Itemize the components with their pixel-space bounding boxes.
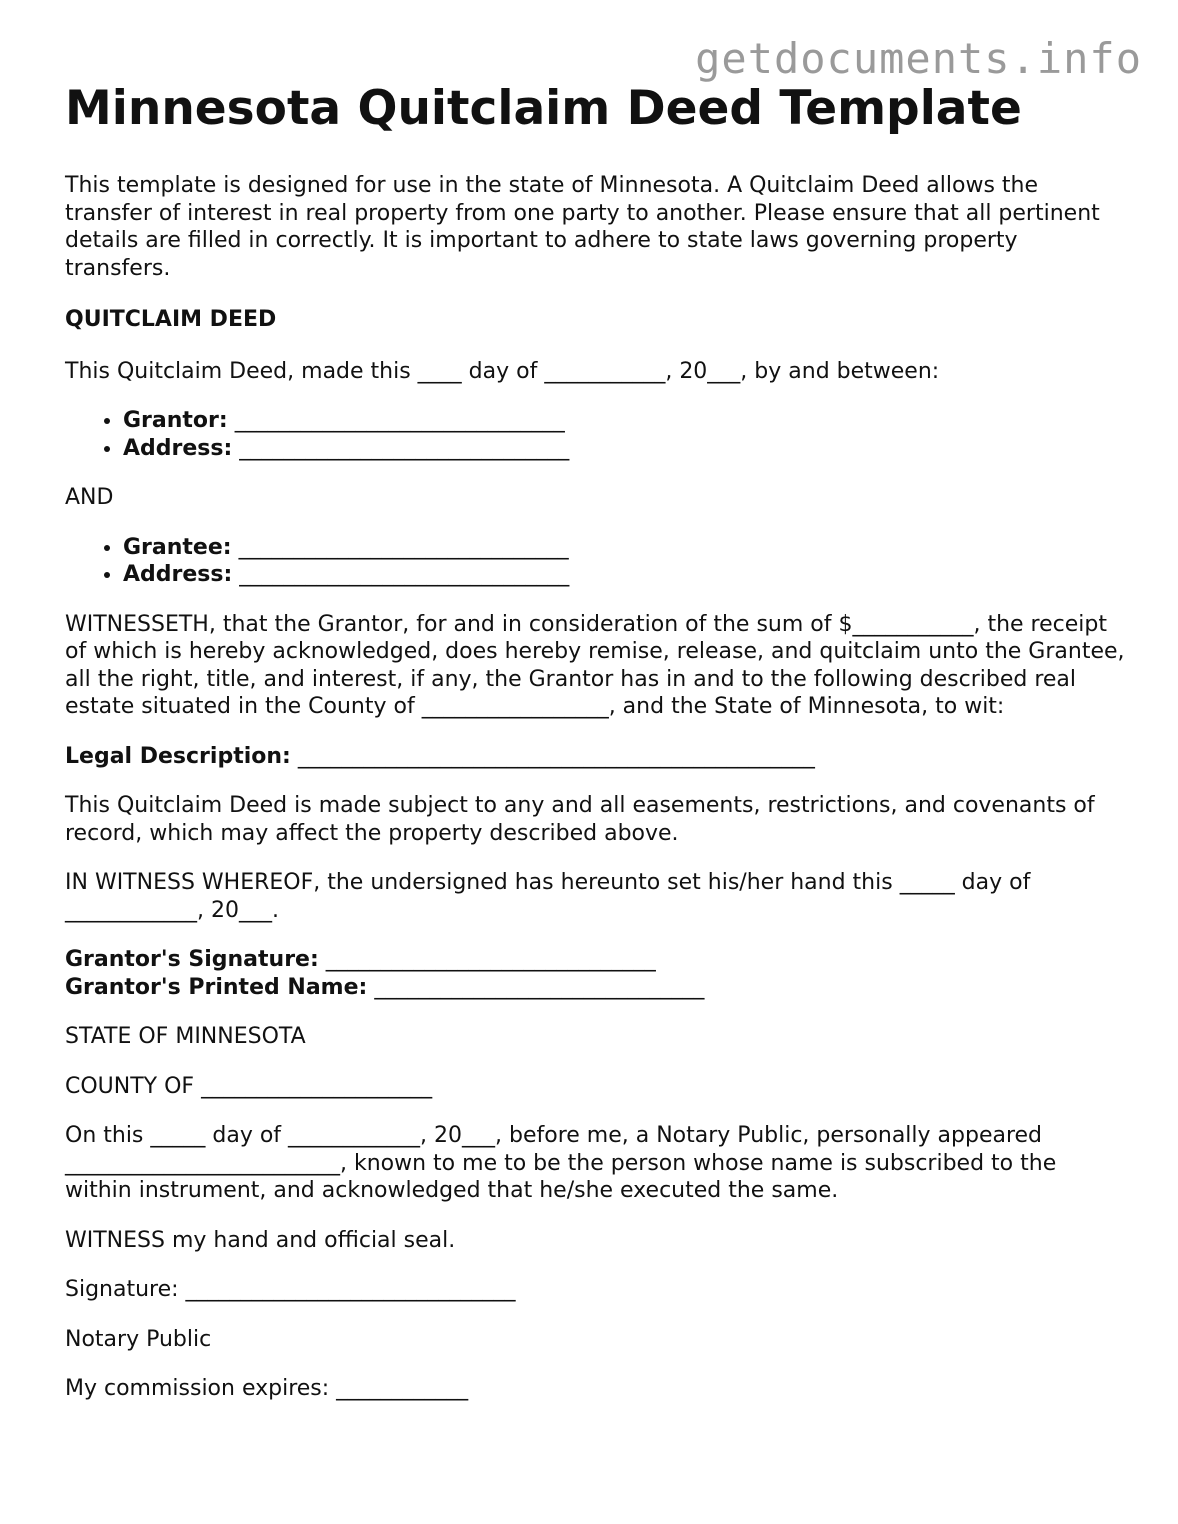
grantee-address-item	[123, 561, 1125, 589]
grantor-label: Grantor:	[123, 408, 228, 434]
subject-to-paragraph: This Quitclaim Deed is made subject to any and all easements, restrictions, and covenants of record, which may affect the property described above.	[65, 793, 1095, 846]
legal-description-label: Legal Description:	[65, 743, 291, 769]
grantee-label: Grantee:	[123, 534, 232, 560]
document-page	[65, 82, 1125, 1425]
made-this-paragraph: This Quitclaim Deed, made this ____ day of ___________, 20___, by and between:	[65, 358, 940, 384]
grantor-signature-line	[65, 946, 1125, 974]
watermark: getdocuments.info	[695, 34, 1142, 83]
grantor-address-item	[123, 435, 1125, 463]
grantor-printed-name-label: Grantor's Printed Name:	[65, 974, 368, 1000]
grantor-printed-name-blank: ______________________________	[374, 974, 705, 1000]
section-heading: QUITCLAIM DEED	[65, 307, 277, 333]
legal-description	[65, 743, 1125, 771]
grantor-printed-name-line	[65, 974, 1125, 1002]
grantor-address-label: Address:	[123, 435, 233, 461]
grantee-blank: ______________________________	[238, 534, 569, 560]
commission-expires-line: My commission expires: ____________	[65, 1376, 469, 1402]
grantor-signature-block	[65, 946, 1125, 1001]
grantee-address-blank: ______________________________	[239, 562, 570, 588]
grantor-address-blank: ______________________________	[239, 435, 570, 461]
grantee-item	[123, 534, 1125, 562]
grantee-list	[65, 534, 1125, 589]
notary-public-label: Notary Public	[65, 1326, 212, 1352]
state-line: STATE OF MINNESOTA	[65, 1024, 306, 1050]
grantor-list	[65, 407, 1125, 462]
intro-paragraph: This template is designed for use in the state of Minnesota. A Quitclaim Deed allows the transfer of interest in real property from one party to another. Please ensure that all pertinent details are filled in correctly. It is important to adhere to state laws governing property transfers.	[65, 173, 1100, 281]
grantor-blank: ______________________________	[234, 408, 565, 434]
witnesseth-paragraph: WITNESSETH, that the Grantor, for and in consideration of the sum of $___________, the receipt of which is hereby acknowledged, does hereby remise, release, and quitclaim unto the Grantee, all the right, title, and interest, if any, the Grantor has in and to the following described real estate situated in the County of _________________, and the State of Minnesota, to wit:	[65, 611, 1125, 720]
notary-statement: On this _____ day of ____________, 20___, before me, a Notary Public, personally appeared _________________________, known to me to be the person whose name is subscribed to the within instrument, and acknowledged that he/she executed the same.	[65, 1123, 1057, 1204]
grantor-signature-blank: ______________________________	[325, 947, 656, 973]
county-line: COUNTY OF _____________________	[65, 1073, 433, 1099]
grantor-item	[123, 407, 1125, 435]
document-title: Minnesota Quitclaim Deed Template	[65, 81, 1022, 136]
in-witness-paragraph: IN WITNESS WHEREOF, the undersigned has hereunto set his/her hand this _____ day of ____________, 20___.	[65, 870, 1031, 923]
legal-description-blank: _______________________________________________	[297, 743, 815, 769]
notary-signature-line: Signature: ______________________________	[65, 1277, 516, 1303]
and-text: AND	[65, 485, 114, 511]
witness-seal-line: WITNESS my hand and official seal.	[65, 1227, 456, 1253]
grantee-address-label: Address:	[123, 562, 233, 588]
grantor-signature-label: Grantor's Signature:	[65, 947, 319, 973]
